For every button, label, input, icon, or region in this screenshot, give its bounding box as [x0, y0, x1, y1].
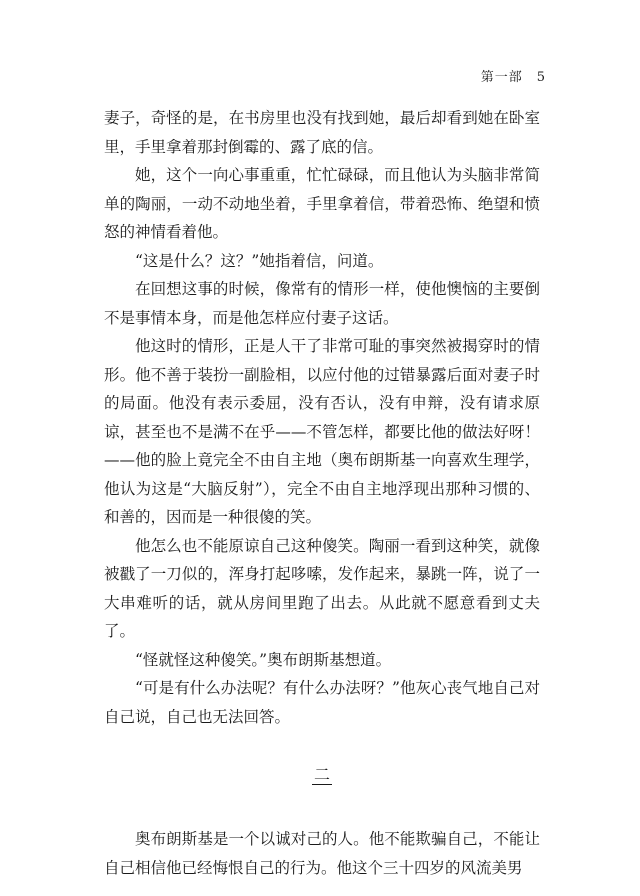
paragraph: 他怎么也不能原谅自己这种傻笑。陶丽一看到这种笑，就像被戳了一刀似的，浑身打起哆嗦，发作起来，暴跳一阵，说了一大串难听的话，就从房间里跑了出去。从此就不愿意看到丈夫了。: [104, 536, 540, 640]
paragraph-continued: 妻子，奇怪的是，在书房里也没有找到她，最后却看到她在卧室里，手里拿着那封倒霉的、露了底的信。: [104, 109, 540, 156]
section-number: 二: [313, 765, 330, 784]
paragraph: “这是什么？这？”她指着信，问道。: [135, 251, 384, 270]
page-number: 5: [536, 70, 546, 85]
body-text: [104, 104, 540, 882]
paragraph: “怪就怪这种傻笑。”奥布朗斯基想道。: [135, 650, 392, 669]
section-heading: [104, 765, 540, 785]
paragraph: 她，这个一向心事重重，忙忙碌碌，而且他认为头脑非常简单的陶丽，一动不动地坐着，手里拿着信，带着恐怖、绝望和愤怒的神情看着他。: [104, 166, 540, 241]
paragraph: 奥布朗斯基是一个以诚对己的人。他不能欺骗自己，不能让自己相信他已经悔恨自己的行为。他这个三十四岁的风流美男: [104, 830, 540, 877]
paragraph: “可是有什么办法呢？有什么办法呀？”他灰心丧气地自己对自己说，自己也无法回答。: [104, 679, 540, 726]
part-title: 第一部: [480, 70, 523, 85]
running-header: [481, 66, 546, 85]
paragraph: 在回想这事的时候，像常有的情形一样，使他懊恼的主要倒不是事情本身，而是他怎样应付妻子这话。: [104, 280, 540, 327]
paragraph: 他这时的情形，正是人干了非常可耻的事突然被揭穿时的情形。他不善于装扮一副脸相，以应付他的过错暴露后面对妻子时的局面。他没有表示委屈，没有否认，没有申辩，没有请求原谅，甚至也不是满不在乎——不管怎样，都要比他的做法好呀！——他的脸上竟完全不由自主地（奥布朗斯基一向喜欢生理学，他认为这是“大脑反射”），完全不由自主地浮现出那种习惯的、和善的，因而是一种很傻的笑。: [104, 337, 540, 526]
